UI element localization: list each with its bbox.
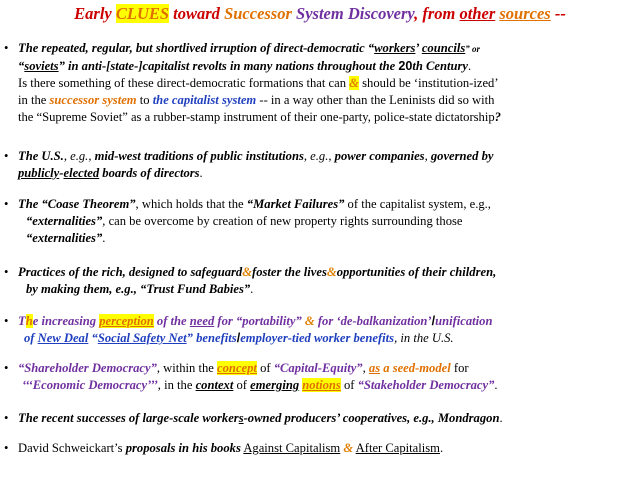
text-run: emerging [250,378,300,392]
text-run: should be ‘institution-ized’ [358,76,499,90]
text-run: need [189,314,215,328]
bullet-line [18,313,636,330]
text-run: -- in a way other than the Leninists did so with [256,93,495,107]
text-run: The repeated, regular, but shortlived irruption of direct-democratic “ [18,41,375,55]
text-run: . [467,59,472,73]
text-run: publicly [18,166,60,180]
text-run: “Market Failures” [246,197,345,211]
text-run: New Deal [37,331,89,345]
bullet-line [18,264,636,281]
text-run: ‘de-balkanization’ [336,314,432,328]
bullet-line [18,196,636,213]
bullet-text [18,440,636,457]
text-run: for [317,314,337,328]
bullet-line [22,377,636,394]
text-run: concept [217,361,257,375]
text-run: a seed-model [383,361,451,375]
bullet-text [18,40,636,126]
bullet-dot: • [4,361,9,375]
title-word: Successor [224,4,292,23]
text-run: 20 [398,59,413,73]
text-run: workers [374,41,416,55]
text-run: context [195,378,234,392]
text-run: the capitalist system [152,93,257,107]
text-run: After Capitalism [355,441,440,455]
bullet-dot: • [4,197,9,211]
text-run: . [199,166,203,180]
text-run: ’ [415,41,422,55]
title-word: Early [74,4,116,23]
text-run: , [424,149,431,163]
text-run: . [102,231,106,245]
bullet-dot: • [4,411,9,425]
text-run: e increasing [32,314,100,328]
text-run: , can be overcome by creation of new property rights surrounding those [102,214,463,228]
text-run: , e.g., [303,149,335,163]
text-run: councils [421,41,466,55]
text-run: of [24,331,38,345]
text-run: elected [63,166,100,180]
text-run: boards of directors [99,166,200,180]
text-run: Mondragon [437,411,500,425]
text-run: benefits [196,331,237,345]
bullet-dot: • [4,41,9,55]
bullet-line [18,165,636,182]
text-run: governed by [430,149,494,163]
bullet-workers-councils [4,40,636,126]
text-run: “externalities” [26,214,103,228]
title-word: -- [550,4,566,23]
text-run: T [18,314,26,328]
title-word: toward [169,4,225,23]
ampersand: & [343,441,354,455]
text-run: the “Supreme Soviet” as a rubber-stamp instrument of their one-party, police-state dictatorship [18,110,495,124]
bullet-us-traditions [4,148,636,182]
text-run: successor system [49,93,137,107]
slide-title [0,4,640,24]
text-run: / [431,314,436,328]
text-run: employer-tied worker benefits [240,331,395,345]
bullet-text [18,410,636,427]
text-run: power companies [334,149,425,163]
bullet-line [24,330,636,347]
text-run: “Coase Theorem” [41,197,136,211]
ampersand: & [326,265,337,279]
text-run: ” [186,331,197,345]
text-run: “Stakeholder Democracy” [357,378,495,392]
bullet-text [18,313,636,347]
text-run: - [59,166,64,180]
text-run: Is there something of these direct-democratic formations that can [18,76,350,90]
bullet-line [26,230,636,247]
text-run: foster the lives [252,265,327,279]
text-run: , in the [157,378,196,392]
bullet-portability [4,313,636,347]
text-run: of [256,361,274,375]
text-run: of the [153,314,190,328]
title-word: Discovery [347,4,415,23]
title-word: other [459,4,496,23]
text-run: “externalities” [26,231,103,245]
bullet-schweickart [4,440,636,457]
text-run: th Century [412,59,468,73]
text-run: “Shareholder Democracy” [18,361,157,375]
text-run: . [499,411,503,425]
text-run: perception [99,314,154,328]
text-run: The U [18,149,51,163]
text-run: . [494,378,498,392]
text-run: , in the U.S. [394,331,454,345]
bullet-dot: • [4,441,9,455]
text-run: of the capitalist system, e.g., [344,197,491,211]
bullet-line [18,148,636,165]
text-run: , which holds that the [135,197,247,211]
text-run: proposals in his books [125,441,241,455]
text-run: in the [18,93,50,107]
title-word: sources [499,4,551,23]
text-run: as [368,361,381,375]
text-run: of [340,378,358,392]
text-run: “portability” [235,314,302,328]
text-run: opportunities of their children, [336,265,497,279]
text-run: notions [302,378,341,392]
text-run: , within the [156,361,218,375]
text-run: by making them, e.g., [26,282,141,296]
bullet-dot: • [4,265,9,279]
bullet-line [18,109,636,126]
ampersand: & [242,265,253,279]
text-run: ” in anti-[state-]capitalist revolts in many nations throughout the [58,59,399,73]
text-run: unification [435,314,493,328]
bullet-line [18,40,636,58]
title-word: CLUES [115,4,170,23]
text-run: Practices of the rich, designed to safeguard [18,265,243,279]
text-run: .S. [50,149,64,163]
text-run: ‘‘‘Economic Democracy’’’ [22,378,158,392]
text-run: . [439,441,444,455]
text-run: . [250,282,254,296]
bullet-text [18,196,636,247]
text-run: ” or [465,44,480,54]
bullet-dot: • [4,314,9,328]
bullet-text [18,148,636,182]
bullet-line [26,213,636,230]
bullet-shareholder-democracy [4,360,636,394]
bullet-line [18,440,636,457]
bullet-practices-of-rich [4,264,636,298]
bullet-text [18,360,636,394]
ampersand: & [301,314,318,328]
text-run: The [18,197,42,211]
bullet-line [18,58,636,75]
bullet-dot: • [4,149,9,163]
text-run: for [214,314,236,328]
text-run: , e.g., [63,149,95,163]
bullet-line [18,360,636,377]
bullet-line [26,281,636,298]
text-run: ? [494,110,501,124]
title-word: System [296,4,344,23]
text-run: “ [88,331,98,345]
text-run: soviets [24,59,59,73]
text-run: of [233,378,251,392]
text-run: h [25,314,33,328]
title-word: , from [414,4,460,23]
bullet-line [18,92,636,109]
text-run: “ [18,59,25,73]
text-run: “Capital-Equity” [273,361,363,375]
text-run: mid-west traditions of public institutions [94,149,304,163]
text-run: -owned producers’ cooperatives, e.g., [243,411,438,425]
bullet-coase-theorem [4,196,636,247]
bullet-line [18,410,636,427]
text-run: The recent successes of large-scale worker [18,411,239,425]
text-run: to [136,93,153,107]
text-run: s [238,411,244,425]
bullet-cooperatives [4,410,636,427]
text-run: David Schweickart’s [18,441,126,455]
text-run: Social Safety Net [97,331,187,345]
text-run: , [362,361,369,375]
text-run: / [236,331,241,345]
text-run: Against Capitalism [243,441,341,455]
bullet-text [18,264,636,298]
ampersand: & [349,76,359,90]
text-run: for [450,361,469,375]
text-run: “Trust Fund Babies” [140,282,251,296]
bullet-line [18,75,636,92]
